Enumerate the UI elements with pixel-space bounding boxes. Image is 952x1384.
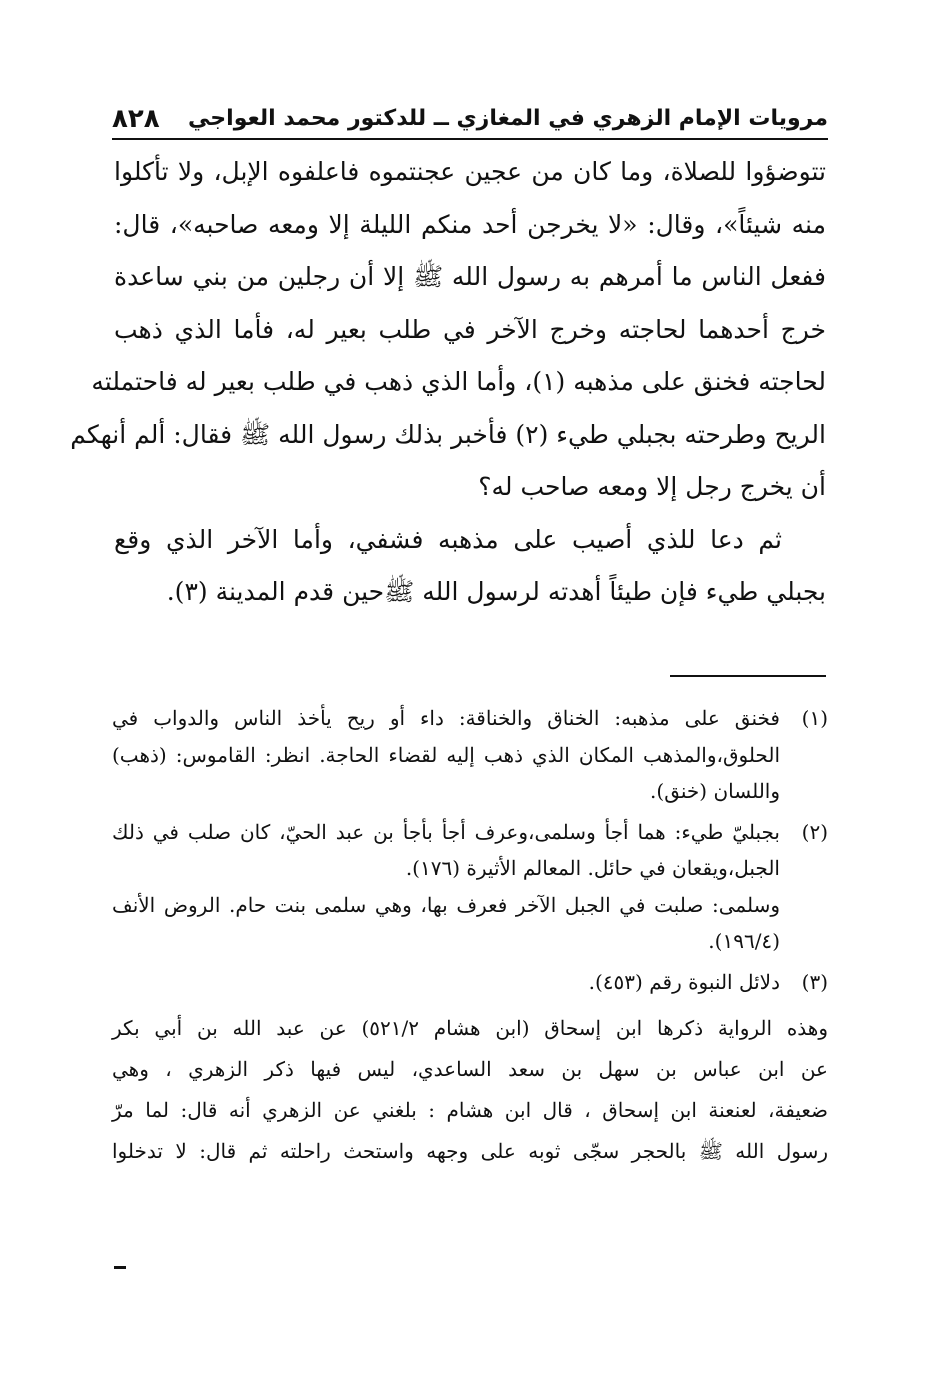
continuation-mark: [114, 1266, 126, 1269]
footnotes: [112, 700, 828, 1172]
page-number: ٨٢٨: [112, 104, 160, 134]
footnote-number: (٣): [801, 969, 828, 994]
footnote-line: (١٩٦/٤).: [708, 929, 780, 953]
header-rule: [112, 138, 828, 140]
paragraph-2: [114, 514, 826, 619]
footnote-number: (١): [801, 706, 828, 730]
main-text: [70, 146, 826, 619]
text-line: ففعل الناس ما أمرهم به رسول الله ﷺ إلا أن رجلين من بني ساعدة: [114, 262, 826, 291]
footnote-separator: [670, 675, 826, 677]
footnote-line: الجبل،ويقعان في حائل. المعالم الأثيرة (١٧٦).: [405, 856, 780, 880]
text-line: الريح وطرحته بجبلي طيء (٢) فأخبر بذلك رسول الله ﷺ فقال: ألم أنهكم: [70, 419, 826, 449]
text-line: أن يخرج رجل إلا ومعه صاحب له؟: [478, 472, 826, 501]
header-title: مرويات الإمام الزهري في المغازي ــ للدكتور محمد العواجي: [188, 106, 828, 131]
running-header: [112, 104, 828, 138]
footnote-line: فخنق على مذهبه: الخناق والخناقة: داء أو ريح يأخذ الناس والدواب في: [112, 706, 780, 730]
text-line: لحاجته فخنق على مذهبه (١)، وأما الذي ذهب في طلب بعير له فاحتملته: [91, 367, 826, 396]
footnote-line: واللسان (خنق).: [650, 779, 780, 803]
footnote-line: عن ابن عباس بن سهل بن سعد الساعدي، ليس فيها ذكر الزهري ، وهي: [112, 1057, 828, 1081]
footnote-line: دلائل النبوة رقم (٤٥٣).: [588, 969, 780, 994]
footnote-line: وسلمى: صلبت في الجبل الآخر فعرف بها، وهي سلمى بنت حام. الروض الأنف: [112, 892, 780, 917]
text-line: بجبلي طيء فإن طيئاً أهدته لرسول الله ﷺحين قدم المدينة (٣).: [166, 577, 826, 606]
footnote-1: [112, 700, 828, 810]
text-line: منه شيئاً»، وقال: «لا يخرجن أحد منكم الليلة إلا ومعه صاحبه»، قال:: [114, 209, 826, 239]
footnote-number: (٢): [801, 819, 828, 844]
footnote-3: [112, 964, 828, 1001]
text-line: تتوضؤوا للصلاة، وما كان من عجين عجنتموه فاعلفوه الإبل، ولا تأكلوا: [114, 157, 826, 186]
text-line: ثم دعا للذي أصيب على مذهبه فشفي، وأما الآخر الذي وقع: [114, 524, 782, 554]
footnote-3-continuation: [112, 1008, 828, 1172]
footnote-line: وهذه الرواية ذكرها ابن إسحاق (ابن هشام ٥٢١/٢) عن عبد الله بن أبي بكر: [112, 1016, 828, 1040]
text-line: خرج أحدهما لحاجته وخرج الآخر في طلب بعير له، فأما الذي ذهب: [114, 314, 826, 344]
footnote-line: ضعيفة، لعنعنة ابن إسحاق ، قال ابن هشام : بلغني عن الزهري أنه قال: لما مرّ: [112, 1098, 828, 1122]
footnote-line: رسول الله ﷺ بالحجر سجّى ثوبه على وجهه واستحث راحلته ثم قال: لا تدخلوا: [112, 1139, 828, 1163]
paragraph-1: [70, 146, 826, 514]
footnote-line: بجبليّ طيء: هما أجأ وسلمى،وعرف أجأ بأجأ بن عبد الحيّ، كان صلب في ذلك: [112, 819, 780, 844]
footnote-line: الحلوق،والمذهب المكان الذي ذهب إليه لقضاء الحاجة. انظر: القاموس: (ذهب): [112, 742, 780, 767]
footnote-2: [112, 814, 828, 960]
